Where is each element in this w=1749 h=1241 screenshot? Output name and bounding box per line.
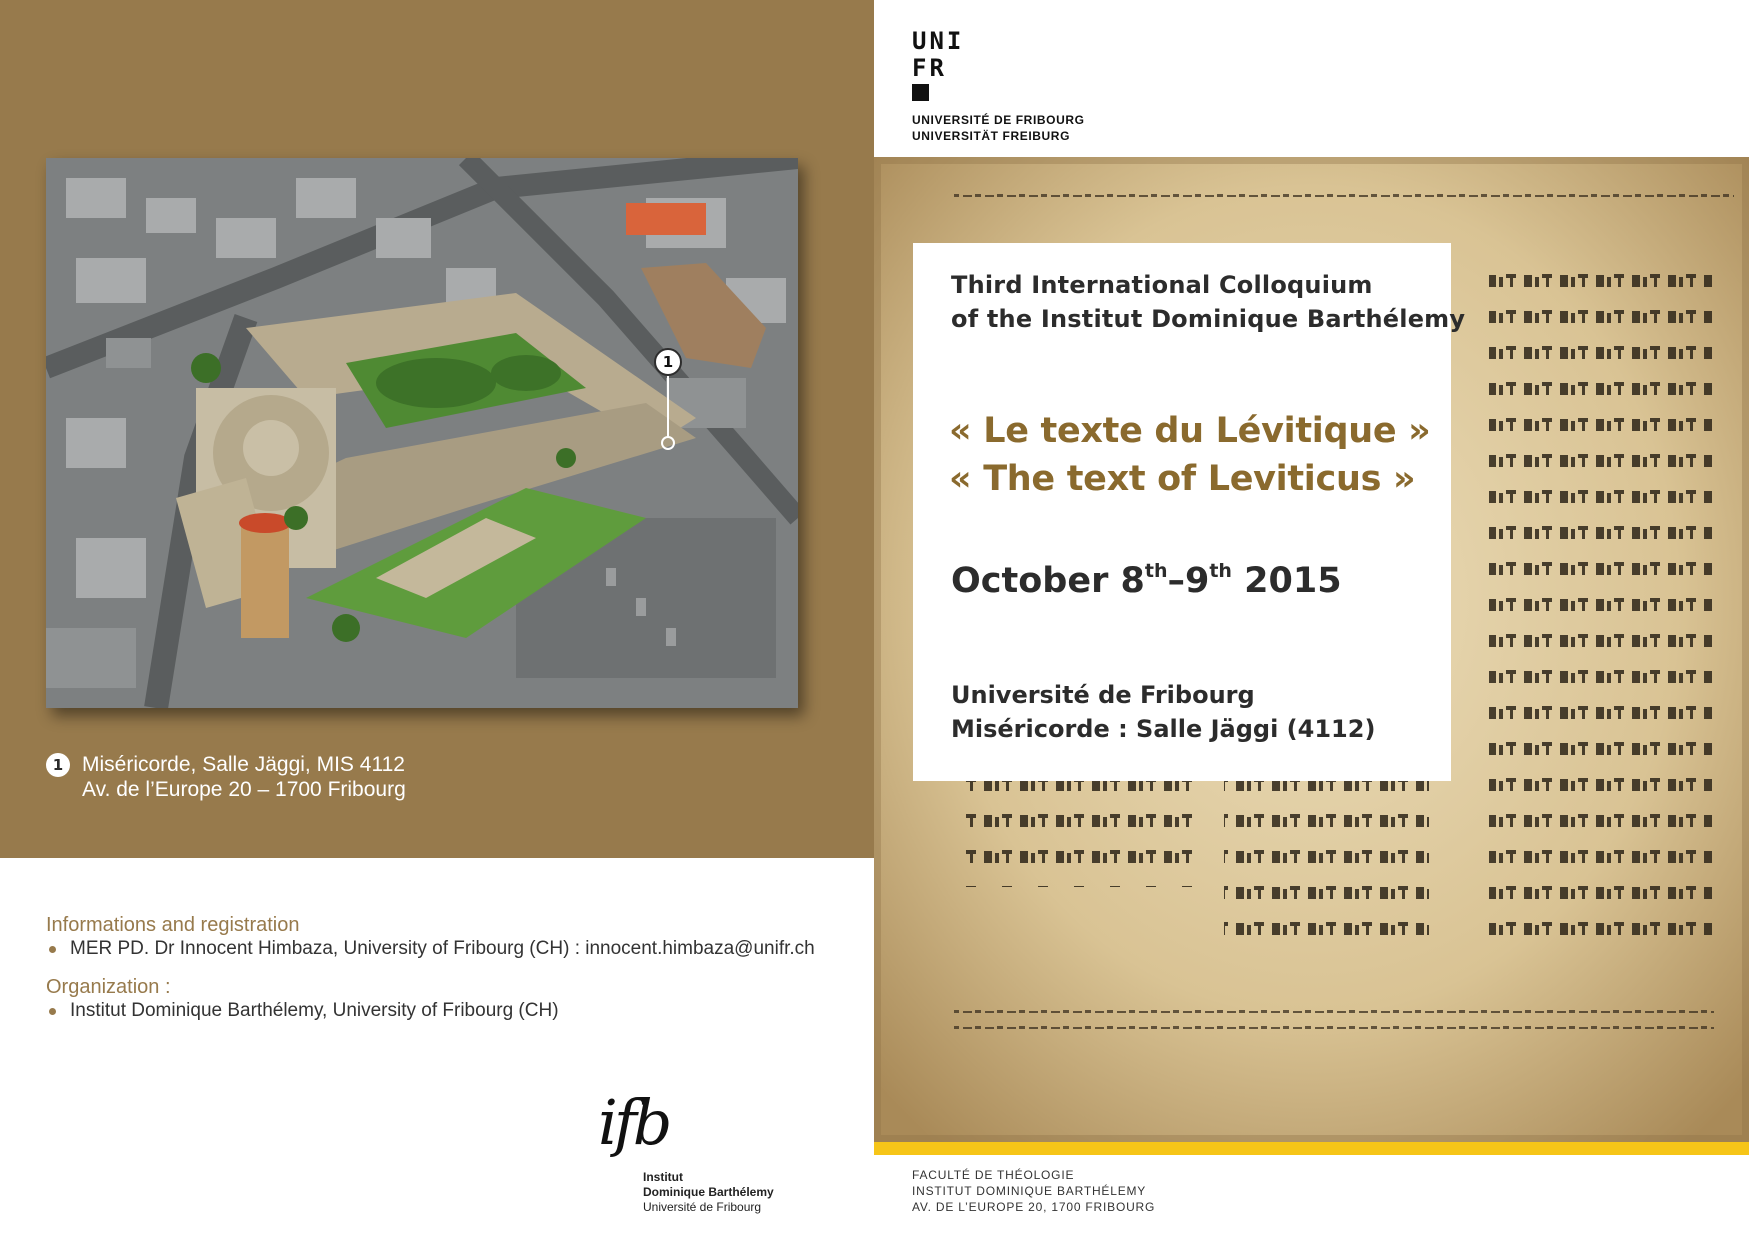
event-title-fr: « Le texte du Lévitique » [949, 411, 1431, 451]
footer-address: AV. DE L’EUROPE 20, 1700 FRIBOURG [912, 1200, 1156, 1214]
event-card [913, 243, 1466, 781]
unifr-logo-square [912, 84, 929, 101]
unifr-name-fr: UNIVERSITÉ DE FRIBOURG [912, 113, 1085, 127]
photo-marker-dot [661, 436, 675, 450]
registration-contact: MER PD. Dr Innocent Himbaza, University of Fribourg (CH) : innocent.himbaza@unifr.ch [70, 938, 815, 959]
event-date-separator: –9 [1167, 561, 1210, 601]
location-number-badge: 1 [46, 753, 70, 777]
location-line-1: Miséricorde, Salle Jäggi, MIS 4112 [82, 753, 405, 776]
registration-bullet [49, 946, 56, 953]
unifr-logo-line-1: UNI [912, 27, 965, 55]
footer-institute: INSTITUT DOMINIQUE BARTHÉLEMY [912, 1184, 1147, 1198]
event-venue-line-1: Université de Fribourg [951, 681, 1255, 709]
event-intro-line-1: Third International Colloquium [951, 271, 1373, 299]
ifb-logo-line-2: Dominique Barthélemy [643, 1185, 774, 1199]
event-date-month: October 8 [951, 561, 1145, 601]
photo-location-marker: 1 [654, 348, 682, 376]
organization-heading: Organization : [46, 976, 171, 998]
registration-heading: Informations and registration [46, 914, 300, 936]
ifb-logo-line-3: Université de Fribourg [643, 1200, 762, 1214]
campus-aerial-photo [46, 158, 798, 708]
footer-faculty: FACULTÉ DE THÉOLOGIE [912, 1168, 1075, 1182]
photo-marker-line [667, 376, 669, 438]
unifr-name-de: UNIVERSITÄT FREIBURG [912, 129, 1071, 143]
event-date [951, 561, 1342, 601]
event-date-sup-1: th [1144, 560, 1168, 582]
unifr-logo [912, 28, 964, 82]
event-venue-line-2: Miséricorde : Salle Jäggi (4112) [951, 715, 1376, 743]
event-date-year: 2015 [1231, 561, 1342, 601]
event-title-en: « The text of Leviticus » [949, 459, 1416, 499]
organization-bullet [49, 1008, 56, 1015]
event-date-sup-2: th [1209, 560, 1232, 582]
ifb-logo-line-1: Institut [643, 1170, 683, 1184]
event-intro-line-2: of the Institut Dominique Barthélemy [951, 305, 1466, 333]
organization-name: Institut Dominique Barthélemy, University of Fribourg (CH) [70, 1000, 559, 1021]
unifr-logo-line-2: FR [912, 54, 947, 82]
location-line-2: Av. de l’Europe 20 – 1700 Fribourg [82, 778, 406, 801]
yellow-accent-bar [874, 1142, 1749, 1155]
ifb-logo-mark: ifb [598, 1086, 669, 1159]
